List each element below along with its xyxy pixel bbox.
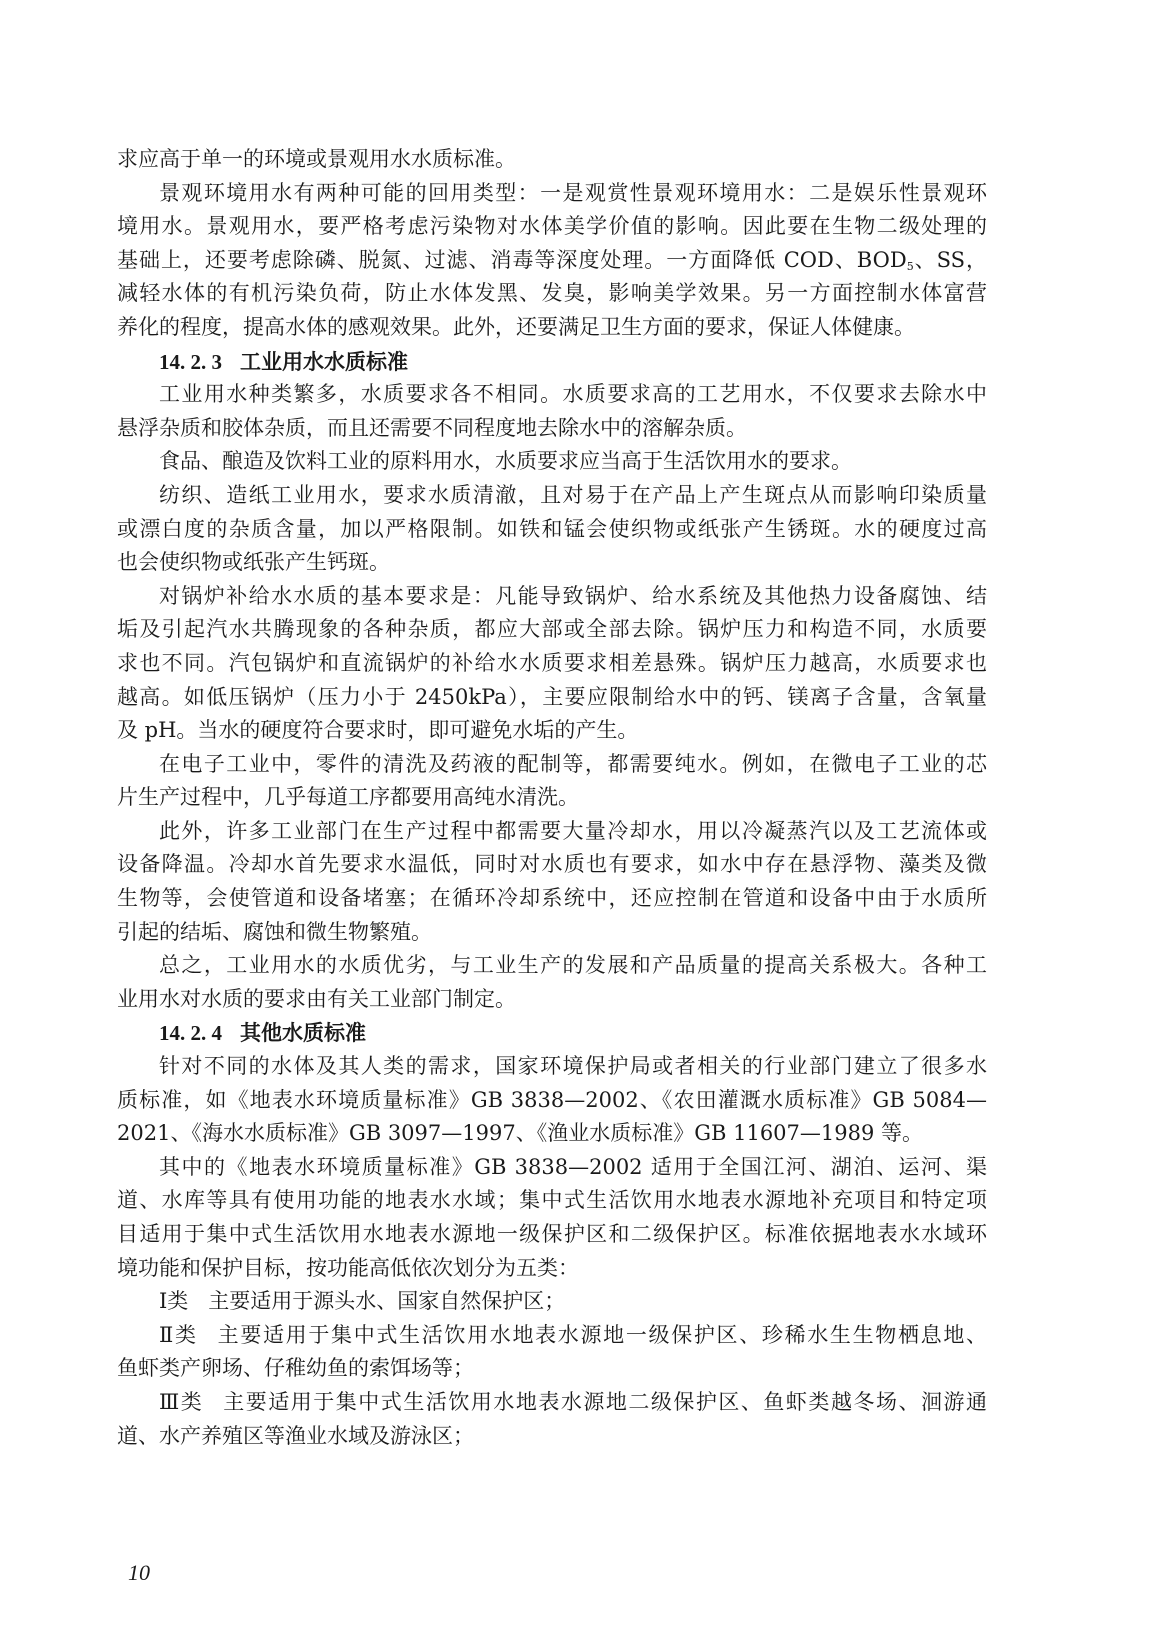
paragraph-line: 其中的《地表水环境质量标准》GB 3838—2002 适用于全国江河、湖泊、运河、渠 bbox=[159, 1154, 987, 1179]
class-item-3 bbox=[117, 1386, 987, 1420]
paragraph-line: 求应高于单一的环境或景观用水水质标准。 bbox=[117, 147, 516, 171]
paragraph-line: 及 pH。当水的硬度符合要求时，即可避免水垢的产生。 bbox=[117, 718, 639, 743]
section-title: 其他水质标准 bbox=[240, 1020, 366, 1046]
paragraph-line: 食品、酿造及饮料工业的原料用水，水质要求应当高于生活饮用水的要求。 bbox=[159, 449, 852, 474]
paragraph-line: 境功能和保护目标，按功能高低依次划分为五类： bbox=[117, 1255, 579, 1280]
paragraph-line: 2021、《海水水质标准》GB 3097—1997、《渔业水质标准》GB 11607—1989 等。 bbox=[117, 1121, 924, 1146]
paragraph-line: 引起的结垢、腐蚀和微生物繁殖。 bbox=[117, 919, 432, 944]
section-heading-14-2-4 bbox=[117, 1016, 987, 1050]
paragraph-line: 工业用水种类繁多，水质要求各不相同。水质要求高的工艺用水，不仅要求去除水中 bbox=[159, 382, 987, 407]
paragraph-line: 目适用于集中式生活饮用水地表水源地一级保护区和二级保护区。标准依据地表水水域环 bbox=[117, 1222, 987, 1246]
paragraph-line: 垢及引起汽水共腾现象的各种杂质，都应大部或全部去除。锅炉压力和构造不同，水质要 bbox=[117, 617, 987, 642]
class-item-2 bbox=[117, 1319, 987, 1353]
paragraph-line: 业用水对水质的要求由有关工业部门制定。 bbox=[117, 986, 516, 1011]
section-number: 14. 2. 3 bbox=[159, 349, 222, 374]
paragraph-line: 越高。如低压锅炉（压力小于 2450kPa），主要应限制给水中的钙、镁离子含量，含氧量 bbox=[117, 684, 987, 709]
paragraph-line: 也会使织物或纸张产生钙斑。 bbox=[117, 550, 390, 575]
class-item-1 bbox=[117, 1285, 987, 1319]
class-label: Ⅰ类 bbox=[159, 1289, 189, 1314]
paragraph-line: 在电子工业中，零件的清洗及药液的配制等，都需要纯水。例如，在微电子工业的芯 bbox=[159, 751, 987, 776]
paragraph-line: 悬浮杂质和胶体杂质，而且还需要不同程度地去除水中的溶解杂质。 bbox=[117, 415, 747, 440]
document-page bbox=[117, 143, 987, 1453]
paragraph-line: 质标准，如《地表水环境质量标准》GB 3838—2002、《农田灌溉水质标准》GB 5084— bbox=[117, 1087, 987, 1112]
paragraph-line: 境用水。景观用水，要严格考虑污染物对水体美学价值的影响。因此要在生物二级处理的 bbox=[117, 214, 987, 239]
paragraph-line: 或漂白度的杂质含量，加以严格限制。如铁和锰会使织物或纸张产生锈斑。水的硬度过高 bbox=[117, 516, 987, 541]
paragraph-line: 对锅炉补给水水质的基本要求是：凡能导致锅炉、给水系统及其他热力设备腐蚀、结 bbox=[159, 583, 987, 608]
class-text: 主要适用于源头水、国家自然保护区； bbox=[208, 1289, 566, 1314]
page-number: 10 bbox=[128, 1560, 150, 1585]
paragraph-line: 道、水库等具有使用功能的地表水水域；集中式生活饮用水地表水源地补充项目和特定项 bbox=[117, 1188, 987, 1213]
section-heading-14-2-3 bbox=[117, 345, 987, 379]
class-label: Ⅲ类 bbox=[159, 1389, 204, 1414]
paragraph-line: 养化的程度，提高水体的感观效果。此外，还要满足卫生方面的要求，保证人体健康。 bbox=[117, 314, 915, 339]
paragraph-line: 此外，许多工业部门在生产过程中都需要大量冷却水，用以冷凝蒸汽以及工艺流体或 bbox=[159, 818, 987, 843]
class-text: 主要适用于集中式生活饮用水地表水源地一级保护区、珍稀水生生物栖息地、 bbox=[217, 1322, 987, 1347]
class-label: Ⅱ类 bbox=[159, 1322, 198, 1347]
subscript: 5 bbox=[906, 259, 914, 273]
paragraph-line: 减轻水体的有机污染负荷，防止水体发黑、发臭，影响美学效果。另一方面控制水体富营 bbox=[117, 281, 987, 306]
paragraph-line: 总之，工业用水的水质优劣，与工业生产的发展和产品质量的提高关系极大。各种工 bbox=[159, 953, 987, 978]
text-span: 基础上，还要考虑除磷、脱氮、过滤、消毒等深度处理。一方面降低 COD、BOD bbox=[117, 247, 907, 272]
paragraph-line: 纺织、造纸工业用水，要求水质清澈，且对易于在产品上产生斑点从而影响印染质量 bbox=[159, 482, 987, 507]
paragraph-line bbox=[117, 244, 987, 278]
paragraph-line: 针对不同的水体及其人类的需求，国家环境保护局或者相关的行业部门建立了很多水 bbox=[159, 1054, 987, 1079]
section-title: 工业用水水质标准 bbox=[240, 348, 408, 374]
paragraph-line: 求也不同。汽包锅炉和直流锅炉的补给水水质要求相差悬殊。锅炉压力越高，水质要求也 bbox=[117, 650, 987, 675]
paragraph-line: 鱼虾类产卵场、仔稚幼鱼的索饵场等； bbox=[117, 1356, 474, 1381]
paragraph-line: 片生产过程中，几乎每道工序都要用高纯水清洗。 bbox=[117, 785, 579, 810]
paragraph-line: 生物等，会使管道和设备堵塞；在循环冷却系统中，还应控制在管道和设备中由于水质所 bbox=[117, 886, 987, 911]
class-text: 主要适用于集中式生活饮用水地表水源地二级保护区、鱼虾类越冬场、洄游通 bbox=[223, 1389, 987, 1414]
text-span: 、SS， bbox=[913, 247, 987, 272]
paragraph-line: 道、水产养殖区等渔业水域及游泳区； bbox=[117, 1423, 474, 1448]
paragraph-line: 景观环境用水有两种可能的回用类型：一是观赏性景观环境用水：二是娱乐性景观环 bbox=[159, 180, 987, 205]
section-number: 14. 2. 4 bbox=[159, 1021, 222, 1046]
paragraph-line: 设备降温。冷却水首先要求水温低，同时对水质也有要求，如水中存在悬浮物、藻类及微 bbox=[117, 852, 987, 877]
